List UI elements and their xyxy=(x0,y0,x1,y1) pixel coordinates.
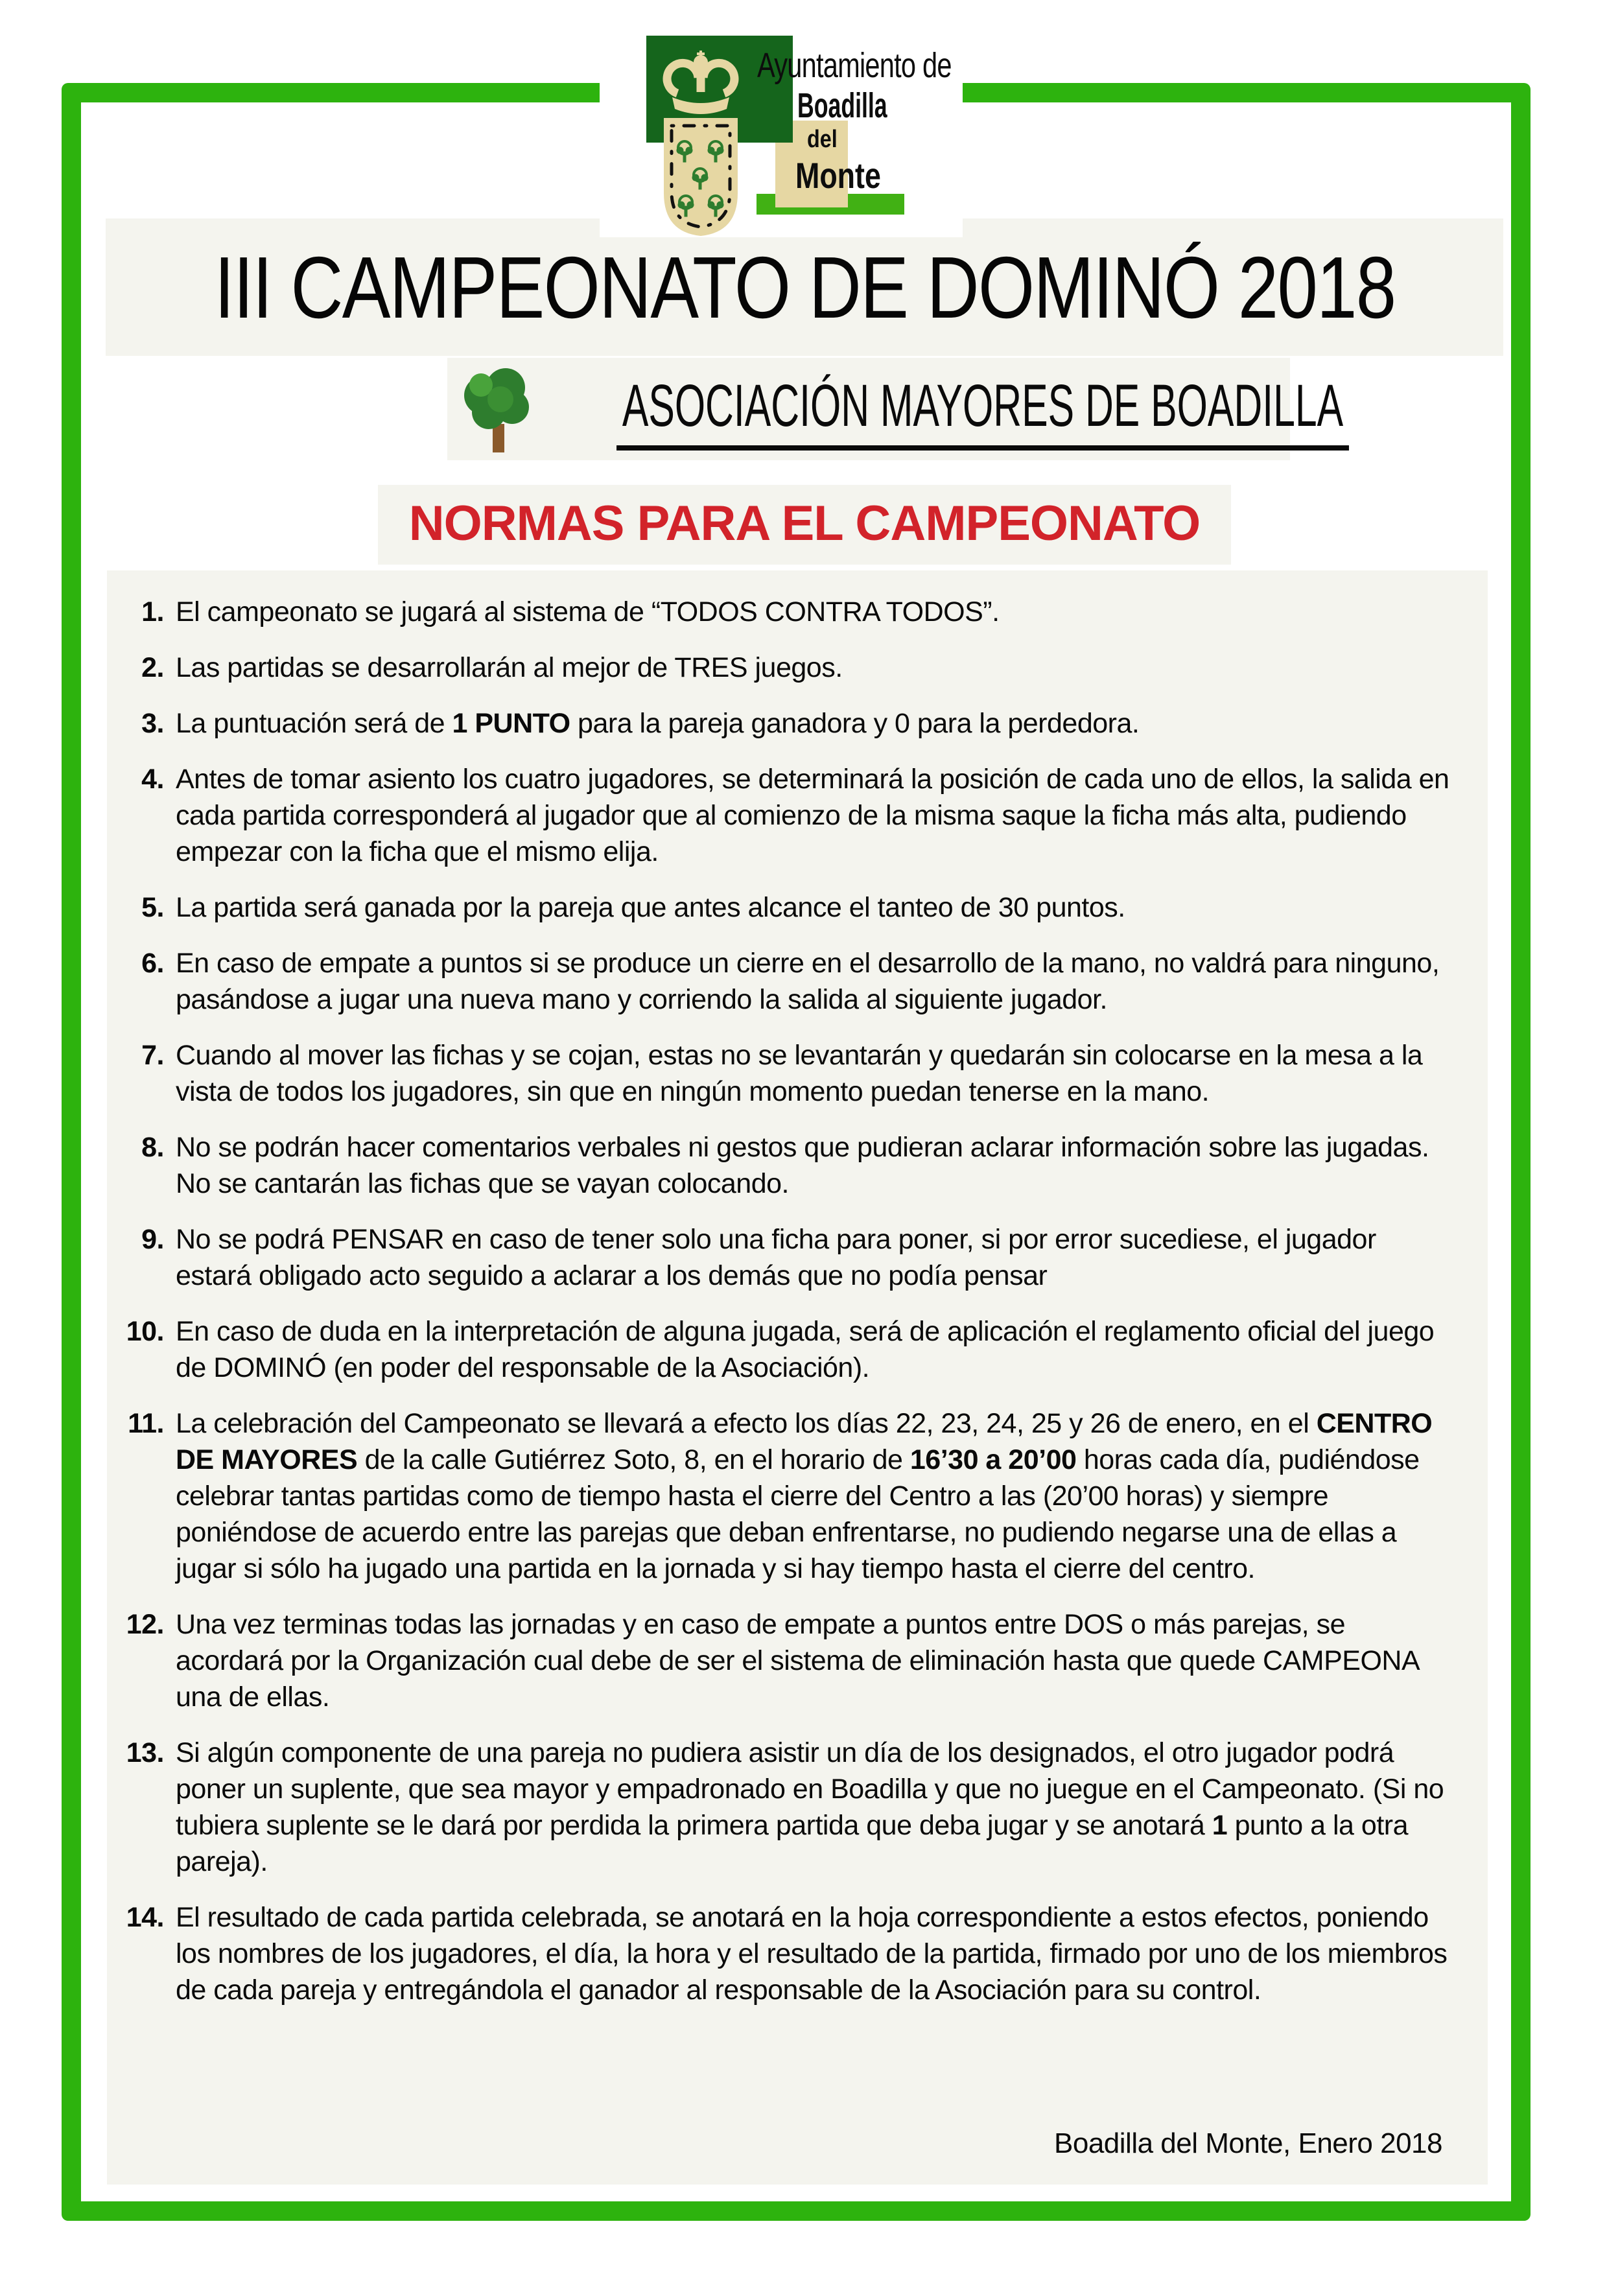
rule-item xyxy=(107,945,1455,1018)
rule-number: 12. xyxy=(126,1609,164,1640)
rule-text: Las partidas se desarrollarán al mejor de TRES juegos. xyxy=(176,652,843,683)
rules-list xyxy=(107,594,1455,2008)
rule-item xyxy=(107,1037,1455,1110)
rule-number: 13. xyxy=(126,1737,164,1768)
rule-text: El campeonato se jugará al sistema de “TODOS CONTRA TODOS”. xyxy=(176,596,1000,627)
tree-icon xyxy=(452,362,543,456)
page-title: III CAMPEONATO DE DOMINÓ 2018 xyxy=(214,238,1395,336)
shield-icon xyxy=(660,115,742,239)
rule-number: 11. xyxy=(128,1408,164,1439)
rule-number: 8. xyxy=(141,1132,164,1163)
rule-text: Si algún componente de una pareja no pudiera asistir un día de los designados, el otro jugador podrá poner un suplente, que sea mayor y empadronado en Boadilla y que no juegue en el Campeonato. (Si no tubiera suplente se le dará por perdida la primera partida que deba jugar y se anotará 1 punto a la otra pareja). xyxy=(176,1737,1444,1877)
association-banner xyxy=(447,358,1344,460)
rule-text: No se podrá PENSAR en caso de tener solo una ficha para poner, si por error sucediese, el jugador estará obligado acto seguido a aclarar a los demás que no podía pensar xyxy=(176,1224,1376,1291)
association-title: ASOCIACIÓN MAYORES DE BOADILLA xyxy=(616,372,1349,451)
rule-item xyxy=(107,1899,1455,2008)
rule-item xyxy=(107,889,1455,926)
logo-text-boadilla: Boadilla xyxy=(797,86,887,125)
rule-text: La partida será ganada por la pareja que antes alcance el tanteo de 30 puntos. xyxy=(176,892,1125,923)
rule-item xyxy=(107,594,1455,630)
crown-icon xyxy=(661,49,740,117)
rule-item xyxy=(107,761,1455,870)
rule-text: Una vez terminas todas las jornadas y en caso de empate a puntos entre DOS o más parejas, se acordará por la Organización cual debe de ser el sistema de eliminación hasta que quede CAMPEONA una de ellas. xyxy=(176,1609,1418,1713)
rule-number: 1. xyxy=(141,596,164,627)
norms-heading: NORMAS PARA EL CAMPEONATO xyxy=(378,485,1232,565)
logo-text-ayuntamiento: Ayuntamiento de xyxy=(757,46,952,85)
rule-text: El resultado de cada partida celebrada, se anotará en la hoja correspondiente a estos efectos, poniendo los nombres de los jugadores, el día, la hora y el resultado de la partida, firmado por uno de los miembros de cada pareja y entregándola el ganador al responsable de la Asociación para su control. xyxy=(176,1902,1448,2006)
rule-text: Cuando al mover las fichas y se cojan, estas no se levantarán y quedarán sin colocarse en la mesa a la vista de todos los jugadores, sin que en ningún momento puedan tenerse en la mano. xyxy=(176,1040,1423,1107)
rule-number: 5. xyxy=(141,892,164,923)
rule-number: 9. xyxy=(141,1224,164,1255)
rule-item xyxy=(107,1405,1455,1587)
rule-item xyxy=(107,650,1455,686)
rule-item xyxy=(107,1129,1455,1202)
rule-number: 4. xyxy=(141,764,164,795)
logo-text-monte: Monte xyxy=(795,155,881,196)
rule-text: La celebración del Campeonato se llevará a efecto los días 22, 23, 24, 25 y 26 de enero, en el CENTRO DE MAYORES de la calle Gutiérrez Soto, 8, en el horario de 16’30 a 20’00 horas cada día, pudiéndose celebrar tantas partidas como de tiempo hasta el cierre del Centro a las (20’00 horas) y siempre poniéndose de acuerdo entre las parejas que deban enfrentarse, no pudiendo negarse una de ellas a jugar si sólo ha jugado una partida en la jornada y si hay tiempo hasta el cierre del centro. xyxy=(176,1408,1433,1584)
rule-number: 2. xyxy=(141,652,164,683)
rule-number: 7. xyxy=(141,1040,164,1071)
rules-section xyxy=(107,570,1488,2185)
rule-item xyxy=(107,1606,1455,1715)
rule-text: No se podrán hacer comentarios verbales ni gestos que pudieran aclarar información sobre las jugadas. No se cantarán las fichas que se vayan colocando. xyxy=(176,1132,1429,1199)
ayuntamiento-logo xyxy=(583,0,985,246)
norms-heading-row xyxy=(106,485,1503,565)
rule-number: 6. xyxy=(141,948,164,979)
rule-text: En caso de duda en la interpretación de alguna jugada, será de aplicación el reglamento oficial del juego de DOMINÓ (en poder del responsable de la Asociación). xyxy=(176,1316,1435,1383)
rule-number: 10. xyxy=(126,1316,164,1347)
rule-item xyxy=(107,1313,1455,1386)
rule-number: 14. xyxy=(126,1902,164,1933)
rule-item xyxy=(107,1221,1455,1294)
rule-text: En caso de empate a puntos si se produce un cierre en el desarrollo de la mano, no valdrá para ninguno, pasándose a jugar una nueva mano y corriendo la salida al siguiente jugador. xyxy=(176,948,1440,1015)
rule-item xyxy=(107,705,1455,742)
rule-text: Antes de tomar asiento los cuatro jugadores, se determinará la posición de cada uno de ellos, la salida en cada partida corresponderá al jugador que al comienzo de la misma saque la ficha más alta, pudiendo empezar con la ficha que el mismo elija. xyxy=(176,764,1449,867)
rule-text: La puntuación será de 1 PUNTO para la pareja ganadora y 0 para la perdedora. xyxy=(176,708,1140,739)
rule-number: 3. xyxy=(141,708,164,739)
logo-text-del: del xyxy=(807,126,838,153)
rule-item xyxy=(107,1735,1455,1880)
document-footer: Boadilla del Monte, Enero 2018 xyxy=(1054,2127,1442,2159)
